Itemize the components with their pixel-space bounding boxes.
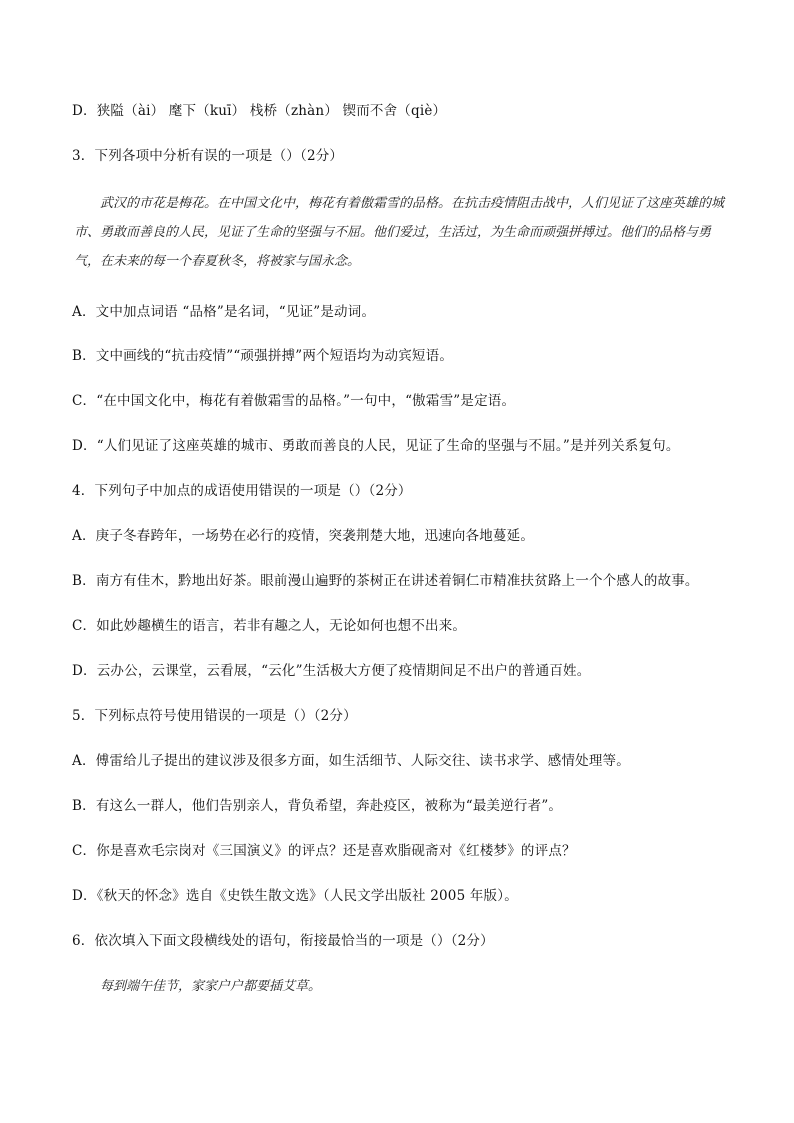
question-3-option-d: D．“人们见证了这座英雄的城市、勇敢而善良的人民，见证了生命的坚强与不屈。”是并列关系复句。 xyxy=(72,438,680,454)
question-4-option-c: C．如此妙趣横生的语言，若非有趣之人，无论如何也想不出来。 xyxy=(72,618,467,634)
question-5-option-b: B．有这么一群人，他们告别亲人，背负希望，奔赴疫区，被称为“最美逆行者”。 xyxy=(72,798,563,814)
question-5-option-a: A．傅雷给儿子提出的建议涉及很多方面，如生活细节、人际交往、读书求学、感情处理等。 xyxy=(72,753,630,769)
question-5-option-d: D．《秋天的怀念》选自《史铁生散文选》（人民文学出版社 2005 年版）。 xyxy=(72,888,518,904)
question-6: 6．依次填入下面文段横线处的语句，衔接最恰当的一项是（）（2分） xyxy=(72,933,494,949)
option-d-pinyin: D．狭隘（ài） 麾下（kuī） 栈桥（zhàn） 锲而不舍（qiè） xyxy=(72,103,447,119)
question-5-option-c: C．你是喜欢毛宗岗对《三国演义》的评点？还是喜欢脂砚斋对《红楼梦》的评点？ xyxy=(72,843,576,859)
passage-q6-text: 每到端午佳节，家家户户都要插艾草。 xyxy=(100,979,322,994)
question-3-option-c: C．“在中国文化中，梅花有着傲霜雪的品格。”一句中，“傲霜雪”是定语。 xyxy=(72,393,516,409)
question-4-option-a: A．庚子冬春跨年，一场势在必行的疫情，突袭荆楚大地，迅速向各地蔓延。 xyxy=(72,528,535,544)
question-4-option-d: D．云办公，云课堂，云看展，“云化”生活极大方便了疫情期间足不出户的普通百姓。 xyxy=(72,663,591,679)
passage-q3 xyxy=(74,189,734,276)
question-5: 5．下列标点符号使用错误的一项是（）（2分） xyxy=(72,708,357,724)
question-3: 3．下列各项中分析有误的一项是（）（2分） xyxy=(72,148,344,164)
question-4: 4．下列句子中加点的成语使用错误的一项是（）（2分） xyxy=(72,483,412,499)
passage-q3-text: 武汉的市花是梅花。在中国文化中，梅花有着傲霜雪的品格。在抗击疫情阻击战中，人们见证了这座英雄的城市、勇敢而善良的人民，见证了生命的坚强与不屈。他们爱过，生活过，为生命而顽强拼搏过。他们的品格与勇气，在未来的每一个春夏秋冬，将被家与国永念。 xyxy=(74,196,725,269)
question-3-option-a: A．文中加点词语 “品格”是名词，“见证”是动词。 xyxy=(72,304,376,320)
question-3-option-b: B．文中画线的“抗击疫情”“顽强拼搏”两个短语均为动宾短语。 xyxy=(72,348,454,364)
question-4-option-b: B．南方有佳木，黔地出好茶。眼前漫山遍野的茶树正在讲述着铜仁市精准扶贫路上一个个感人的故事。 xyxy=(72,573,699,589)
passage-q6 xyxy=(74,972,734,1001)
